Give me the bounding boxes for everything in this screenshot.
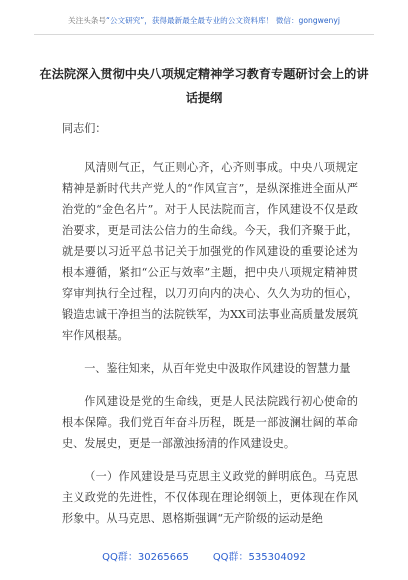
header-account-name: “公文研究” [106, 16, 145, 25]
header-middle-text: ，获得最新最全最专业的公文资料库！ 微信： [144, 16, 299, 25]
paragraph-section-1: 作风建设是党的生命线，更是人民法院践行初心使命的根本保障。我们党百年奋斗历程，既是一部波澜壮阔的革命史、发展史，更是一部激浊扬清的作风建设史。 [62, 395, 358, 450]
section-heading-1: 一、鉴往知来，从百年党史中汲取作风建设的智慧力量 [84, 362, 351, 375]
page-footer [0, 548, 408, 563]
paragraph-subsection-1: （一）作风建设是马克思主义政党的鲜明底色。马克思主义政党的先进性，不仅体现在理论纲领上，更体现在作风形象中。从马克思、恩格斯强调“无产阶级的运动是绝 [62, 470, 358, 525]
document-body [62, 118, 358, 541]
footer-qq-group-2: QQ群：535304092 [212, 552, 306, 563]
salutation: 同志们： [62, 122, 107, 135]
footer-qq-group-1: QQ群：30265665 [102, 552, 189, 563]
document-title: 在法院深入贯彻中央八项规定精神学习教育专题研讨会上的讲话提纲 [39, 67, 369, 105]
paragraph-intro: 风清则气正，气正则心齐，心齐则事成。中央八项规定精神是新时代共产党人的“作风宣言”，是纵深推进全面从严治党的“金色名片”。对于人民法院而言，作风建设不仅是政治要求，更是司法公信力的生命线。今天，我们齐聚于此，就是要以习近平总书记关于加强党的作风建设的重要论述为根本遵循，紧扣“公正与效率”主题，把中央八项规定精神贯穿审判执行全过程，以刀刃向内的决心、久久为功的恒心，锻造忠诚干净担当的法院铁军，为XX司法事业高质量发展筑牢作风根基。 [62, 161, 358, 342]
page-header [34, 10, 374, 35]
header-prefix: 关注头条号 [68, 16, 106, 25]
header-wechat-id: gongwenyj [298, 16, 340, 25]
header-promo-text [34, 10, 374, 32]
